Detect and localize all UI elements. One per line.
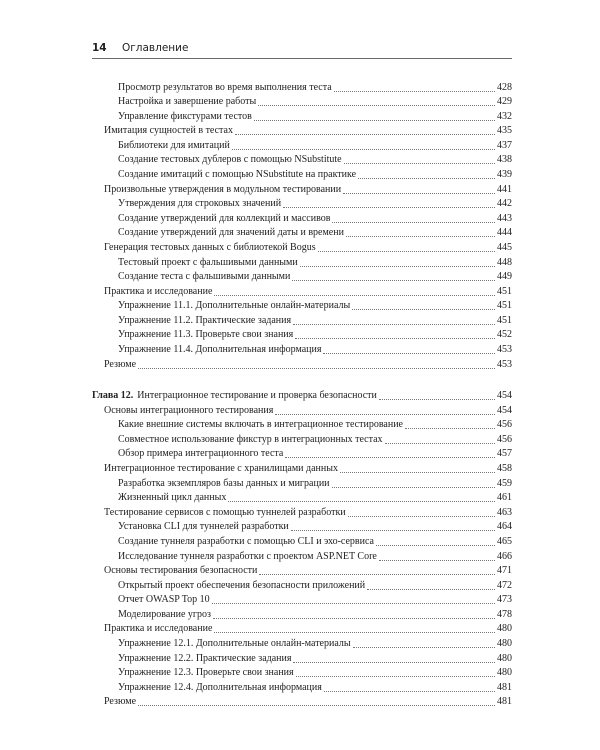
toc-entry[interactable] <box>92 108 512 123</box>
toc-entry-title: Просмотр результатов во время выполнения теста <box>118 81 332 93</box>
toc-entry-page: 435 <box>497 125 512 137</box>
dot-leader <box>214 294 495 296</box>
dot-leader <box>293 323 495 325</box>
toc-entry[interactable] <box>92 679 512 694</box>
toc-entry-title: Упражнение 11.4. Дополнительная информация <box>118 343 322 355</box>
toc-entry-page: 437 <box>497 139 512 151</box>
toc-entry-page: 466 <box>497 550 512 562</box>
toc-entry-page: 451 <box>497 300 512 312</box>
toc-entry-page: 457 <box>497 448 512 460</box>
toc-entry-title: Упражнение 12.1. Дополнительные онлайн-материалы <box>118 637 351 649</box>
dot-leader <box>296 675 495 677</box>
toc-entry-page: 465 <box>497 535 512 547</box>
dot-leader <box>324 690 495 692</box>
dot-leader <box>353 646 495 648</box>
toc-entry[interactable] <box>92 239 512 254</box>
dot-leader <box>340 471 495 473</box>
chapter-label: Глава 12. <box>92 390 134 402</box>
toc-entry-title: Установка CLI для туннелей разработки <box>118 521 289 533</box>
dot-leader <box>291 529 495 531</box>
dot-leader <box>254 119 495 121</box>
toc-entry-page: 481 <box>497 696 512 708</box>
dot-leader <box>332 221 495 223</box>
toc-entry-title: Жизненный цикл данных <box>118 492 227 504</box>
dot-leader <box>367 588 495 590</box>
toc-entry[interactable] <box>92 181 512 196</box>
dot-leader <box>293 661 495 663</box>
toc-entry-page: 453 <box>497 343 512 355</box>
toc-entry-title: Управление фикстурами тестов <box>118 110 252 122</box>
toc-entry[interactable] <box>92 635 512 650</box>
toc-entry[interactable] <box>92 254 512 269</box>
toc-entry[interactable] <box>92 269 512 284</box>
toc-entry-title: Библиотеки для имитаций <box>118 139 230 151</box>
toc-entry-page: 480 <box>497 667 512 679</box>
dot-leader <box>138 704 495 706</box>
toc-entry[interactable] <box>92 519 512 534</box>
toc-entry-title: Настройка и завершение работы <box>118 96 257 108</box>
toc-entry-page: 443 <box>497 212 512 224</box>
toc-entry-title: Практика и исследование <box>104 623 213 635</box>
toc-entry[interactable] <box>92 417 512 432</box>
dot-leader <box>323 352 495 354</box>
toc-entry-title: Отчет OWASP Top 10 <box>118 594 210 606</box>
toc-entry-title: Резюме <box>104 696 137 708</box>
toc-entry[interactable] <box>92 606 512 621</box>
toc-entry-page: 451 <box>497 285 512 297</box>
toc-entry[interactable] <box>92 137 512 152</box>
dot-leader <box>235 133 495 135</box>
toc-entry-page: 454 <box>497 390 512 402</box>
toc-entry-page: 480 <box>497 623 512 635</box>
toc-entry-title: Тестовый проект с фальшивыми данными <box>118 256 298 268</box>
toc-entry-title: Упражнение 11.1. Дополнительные онлайн-материалы <box>118 300 351 312</box>
toc-entry-title: Какие внешние системы включать в интеграционное тестирование <box>118 419 403 431</box>
toc-entry-title: Упражнение 12.3. Проверьте свои знания <box>118 667 294 679</box>
dot-leader <box>358 177 495 179</box>
toc-entry-title: Имитация сущностей в тестах <box>104 125 233 137</box>
toc-entry[interactable] <box>92 341 512 356</box>
toc-entry-title: Открытый проект обеспечения безопасности приложений <box>118 579 366 591</box>
toc-entry-page: 480 <box>497 637 512 649</box>
toc-entry[interactable] <box>92 548 512 563</box>
toc-entry-title: Создание теста с фальшивыми данными <box>118 271 291 283</box>
toc-entry[interactable] <box>92 210 512 225</box>
toc-entry-title: Утверждения для строковых значений <box>118 198 282 210</box>
dot-leader <box>405 427 495 429</box>
toc-entry-page: 464 <box>497 521 512 533</box>
toc-entry[interactable] <box>92 94 512 109</box>
toc-entry-page: 471 <box>497 565 512 577</box>
toc-entry-title: Совместное использование фикстур в интеграционных тестах <box>118 433 383 445</box>
toc-entry-page: 439 <box>497 169 512 181</box>
toc-entry-title: Произвольные утверждения в модульном тестировании <box>104 183 342 195</box>
toc-entry-title: Упражнение 11.3. Проверьте свои знания <box>118 329 294 341</box>
toc-entry-page: 456 <box>497 433 512 445</box>
toc-entry-page: 472 <box>497 579 512 591</box>
toc-entry[interactable] <box>92 475 512 490</box>
toc-entry[interactable] <box>92 577 512 592</box>
toc-entry[interactable] <box>92 621 512 636</box>
running-header <box>92 40 512 59</box>
dot-leader <box>379 559 495 561</box>
dot-leader <box>214 631 495 633</box>
toc-entry-page: 442 <box>497 198 512 210</box>
toc-entry-title: Практика и исследование <box>104 285 213 297</box>
dot-leader <box>212 602 495 604</box>
toc-entry-title: Основы интеграционного тестирования <box>104 404 274 416</box>
toc-entry-title: Обзор примера интеграционного теста <box>118 448 284 460</box>
dot-leader <box>379 398 495 400</box>
toc-entry-page: 432 <box>497 110 512 122</box>
toc-entry-title: Основы тестирования безопасности <box>104 565 258 577</box>
dot-leader <box>213 617 495 619</box>
toc-entry-page: 452 <box>497 329 512 341</box>
dot-leader <box>292 279 495 281</box>
toc-entry[interactable] <box>92 460 512 475</box>
dot-leader <box>259 573 495 575</box>
dot-leader <box>258 104 495 106</box>
toc-entry[interactable] <box>92 490 512 505</box>
dot-leader <box>283 206 495 208</box>
toc-entry-page: 428 <box>497 81 512 93</box>
toc-entry-title: Упражнение 12.4. Дополнительная информация <box>118 681 322 693</box>
dot-leader <box>352 308 495 310</box>
toc-section-chapter-11 <box>92 79 512 371</box>
dot-leader <box>232 148 495 150</box>
toc-entry-title: Разработка экземпляров базы данных и миграции <box>118 477 330 489</box>
dot-leader <box>348 515 495 517</box>
toc-entry[interactable] <box>92 504 512 519</box>
toc-entry-page: 463 <box>497 506 512 518</box>
page-number: 14 <box>92 42 107 54</box>
toc-entry-title: Тестирование сервисов с помощью туннелей разработки <box>104 506 346 518</box>
toc-entry-title: Генерация тестовых данных с библиотекой Bogus <box>104 241 316 253</box>
toc-entry-page: 461 <box>497 492 512 504</box>
dot-leader <box>376 544 495 546</box>
toc-entry-page: 458 <box>497 463 512 475</box>
toc-entry-page: 444 <box>497 227 512 239</box>
dot-leader <box>285 456 495 458</box>
toc-entry[interactable] <box>92 592 512 607</box>
dot-leader <box>300 265 495 267</box>
dot-leader <box>295 337 495 339</box>
toc-entry-title: Создание утверждений для значений даты и времени <box>118 227 344 239</box>
toc-entry-page: 448 <box>497 256 512 268</box>
toc-entry-title: Создание имитаций с помощью NSubstitute на практике <box>118 169 357 181</box>
dot-leader <box>385 442 495 444</box>
dot-leader <box>343 192 495 194</box>
toc-entry-page: 453 <box>497 358 512 370</box>
toc-entry[interactable] <box>92 312 512 327</box>
toc-entry-title: Создание туннеля разработки с помощью CLI и эхо-сервиса <box>118 535 374 547</box>
toc-entry-page: 429 <box>497 96 512 108</box>
toc-chapter-entry[interactable] <box>92 388 512 403</box>
chapter-spacer <box>92 371 512 388</box>
toc-entry[interactable] <box>92 79 512 94</box>
dot-leader <box>346 235 495 237</box>
toc-entry-page: 459 <box>497 477 512 489</box>
dot-leader <box>138 367 495 369</box>
dot-leader <box>318 250 495 252</box>
toc-entry[interactable] <box>92 196 512 211</box>
toc-entry-page: 438 <box>497 154 512 166</box>
toc-entry-page: 454 <box>497 404 512 416</box>
toc-entry-page: 451 <box>497 314 512 326</box>
toc-entry[interactable] <box>92 431 512 446</box>
toc-entry-page: 481 <box>497 681 512 693</box>
dot-leader <box>228 500 495 502</box>
toc-entry[interactable] <box>92 166 512 181</box>
toc-entry[interactable] <box>92 298 512 313</box>
toc-entry-page: 441 <box>497 183 512 195</box>
toc-entry-title: Исследование туннеля разработки с проектом ASP.NET Core <box>118 550 377 562</box>
toc-entry-title: Упражнение 12.2. Практические задания <box>118 652 292 664</box>
toc-entry[interactable] <box>92 563 512 578</box>
toc-entry[interactable] <box>92 446 512 461</box>
toc-entry-page: 473 <box>497 594 512 606</box>
table-of-contents <box>92 79 512 708</box>
toc-entry[interactable] <box>92 650 512 665</box>
toc-entry[interactable] <box>92 356 512 371</box>
chapter-title: Интеграционное тестирование и проверка безопасности <box>137 390 377 402</box>
dot-leader <box>334 90 495 92</box>
toc-entry-page: 456 <box>497 419 512 431</box>
toc-entry[interactable] <box>92 327 512 342</box>
running-title: Оглавление <box>122 42 189 54</box>
toc-entry[interactable] <box>92 533 512 548</box>
toc-entry-title: Создание тестовых дублеров с помощью NSubstitute <box>118 154 342 166</box>
toc-entry[interactable] <box>92 283 512 298</box>
toc-entry-title: Моделирование угроз <box>118 608 211 620</box>
toc-entry[interactable] <box>92 665 512 680</box>
toc-entry-title: Интеграционное тестирование с хранилищами данных <box>104 463 338 475</box>
toc-entry-page: 449 <box>497 271 512 283</box>
toc-entry-title: Упражнение 11.2. Практические задания <box>118 314 292 326</box>
toc-entry-page: 478 <box>497 608 512 620</box>
dot-leader <box>332 486 495 488</box>
toc-entry-title: Создание утверждений для коллекций и массивов <box>118 212 331 224</box>
toc-entry[interactable] <box>92 402 512 417</box>
toc-entry-page: 445 <box>497 241 512 253</box>
toc-entry-title: Резюме <box>104 358 137 370</box>
toc-section-chapter-12 <box>92 402 512 708</box>
toc-entry[interactable] <box>92 123 512 138</box>
toc-entry-title <box>92 390 377 402</box>
toc-entry[interactable] <box>92 152 512 167</box>
dot-leader <box>275 413 495 415</box>
dot-leader <box>344 162 495 164</box>
toc-entry-page: 480 <box>497 652 512 664</box>
toc-entry[interactable] <box>92 225 512 240</box>
toc-entry[interactable] <box>92 694 512 709</box>
